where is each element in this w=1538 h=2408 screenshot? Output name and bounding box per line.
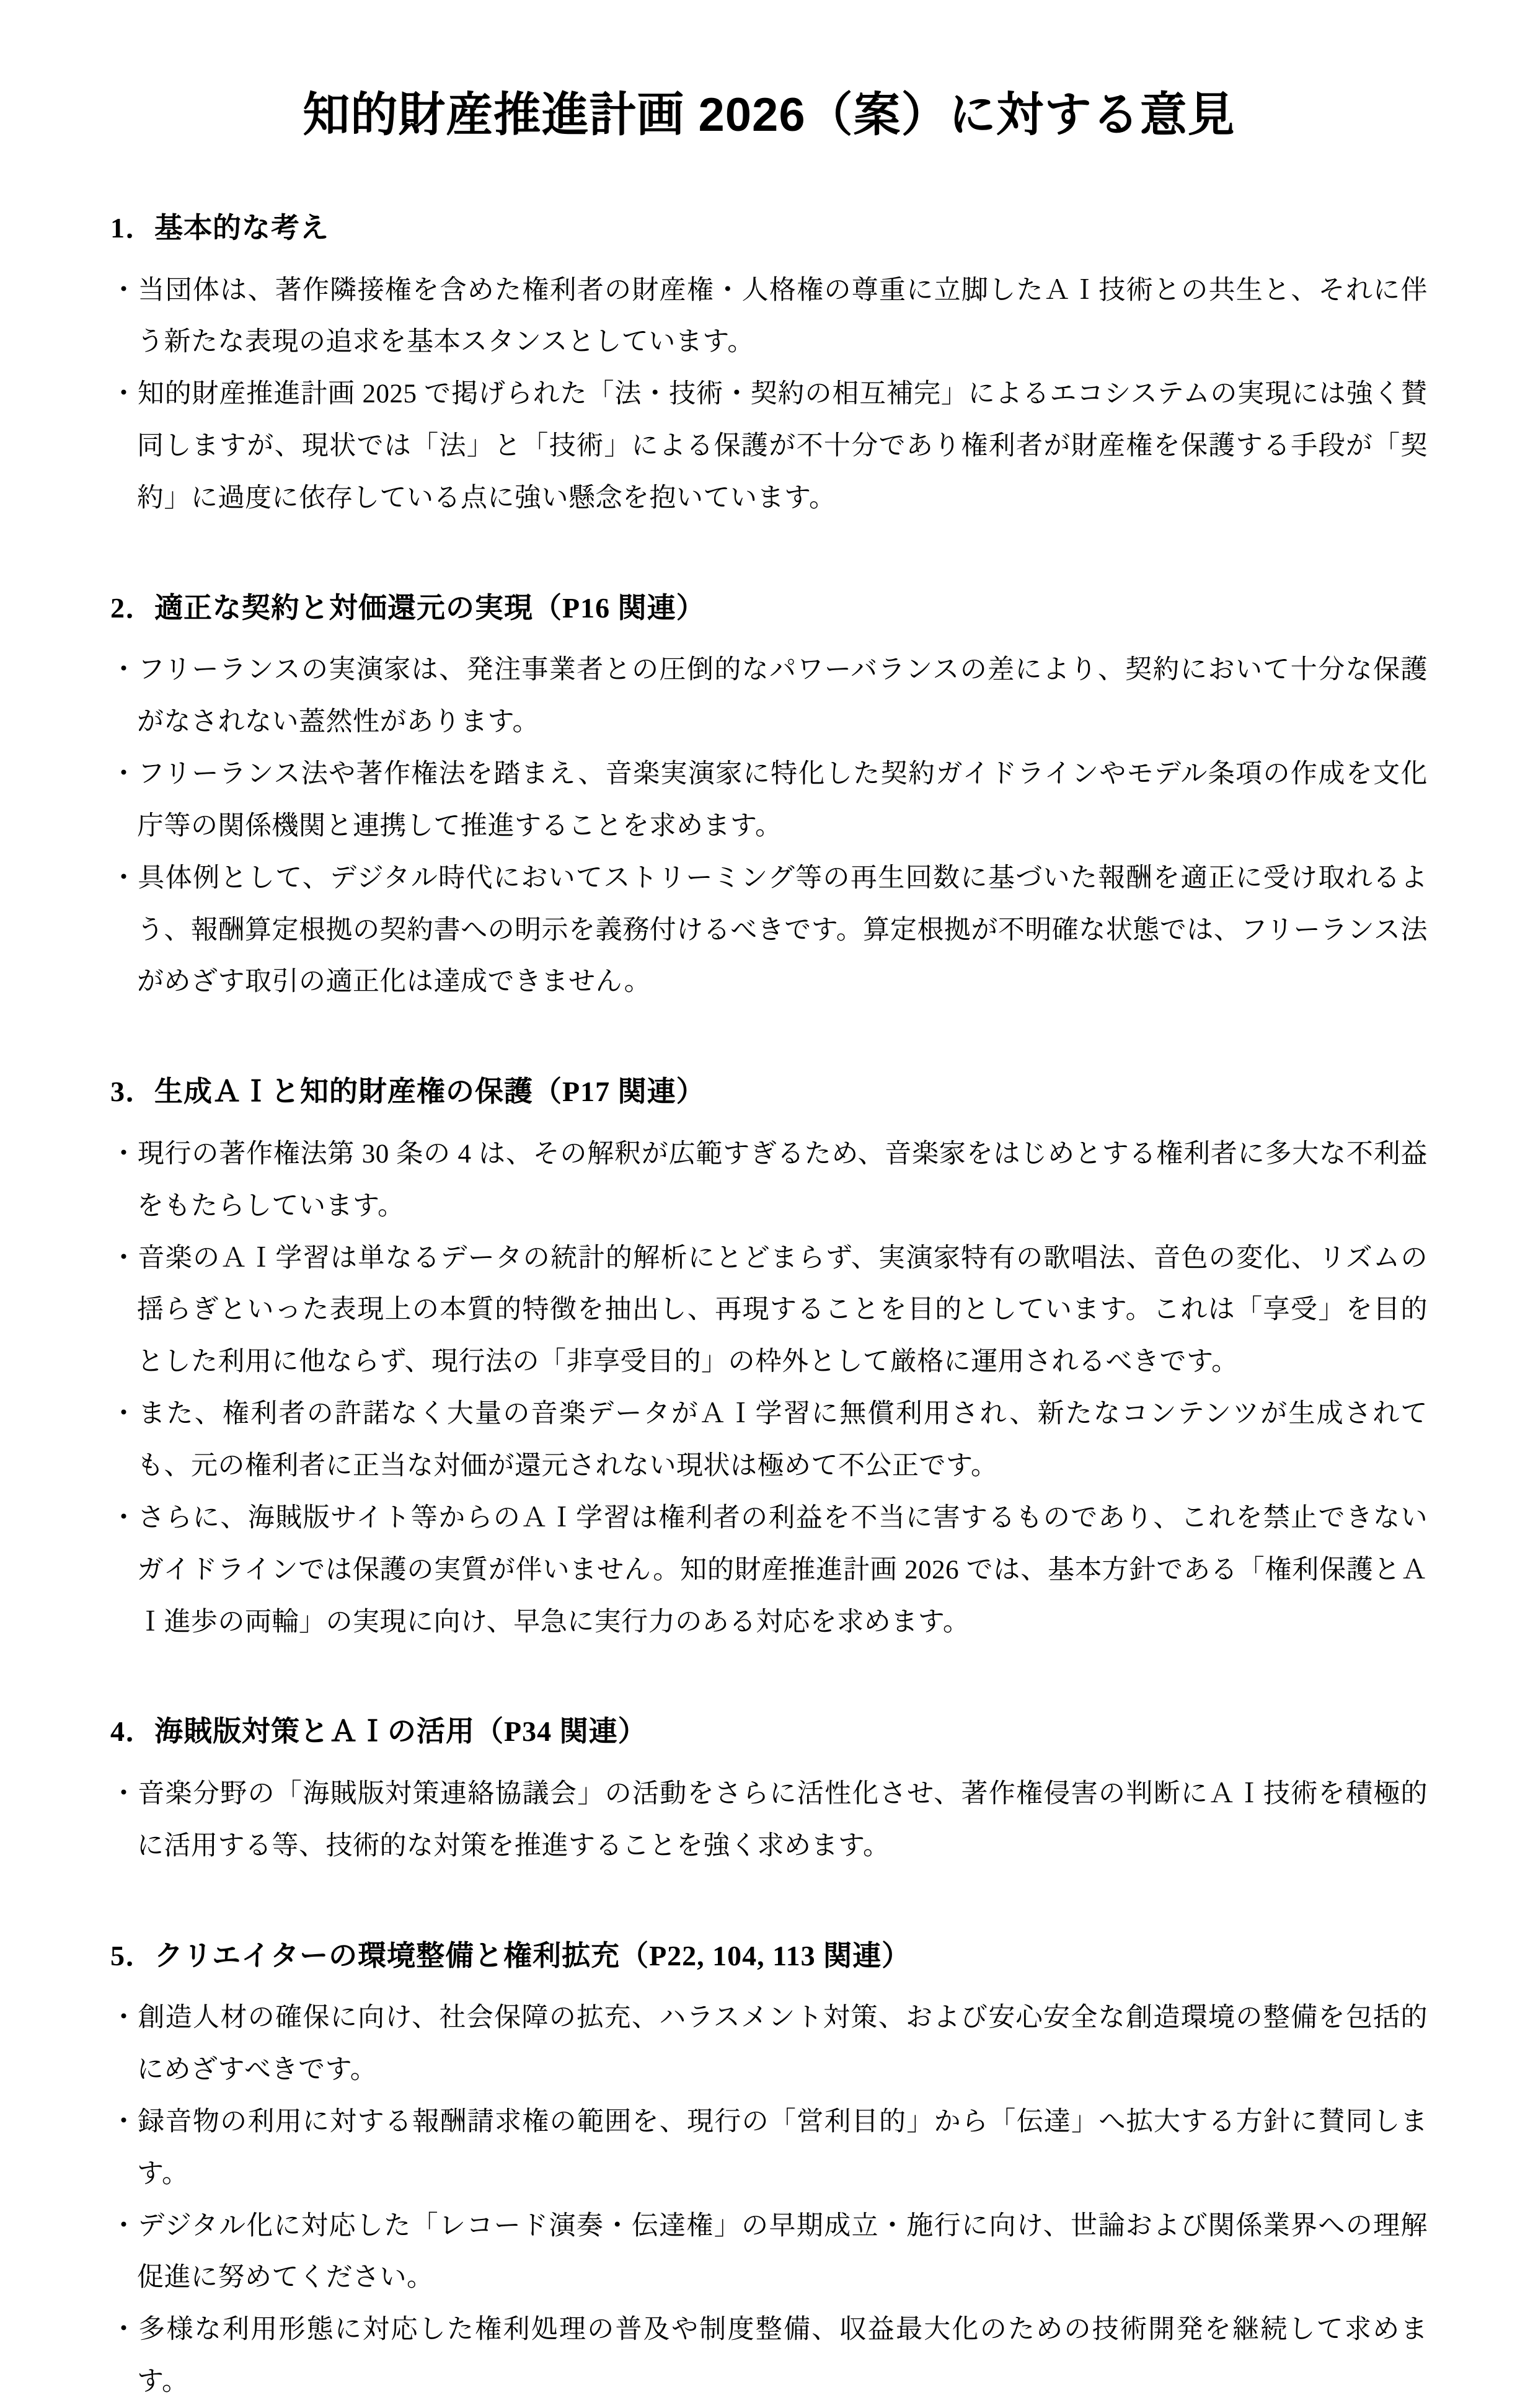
bullet-marker: ・	[110, 275, 138, 305]
bullet-item	[110, 368, 1428, 525]
bullet-marker: ・	[110, 2107, 138, 2136]
bullet-text: 音楽のＡＩ学習は単なるデータの統計的解析にとどまらず、実演家特有の歌唱法、音色の変化、リズムの揺らぎといった表現上の本質的特徴を抽出し、再現することを目的としています。これは「享受」を目的とした利用に他ならず、現行法の「非享受目的」の枠外として厳格に運用されるべきです。	[137, 1243, 1428, 1377]
bullet-marker: ・	[110, 2211, 138, 2241]
bullet-marker: ・	[110, 863, 138, 893]
section-piracy-ai	[110, 1709, 1428, 1872]
bullet-text: 知的財産推進計画 2025 で掲げられた「法・技術・契約の相互補完」によるエコシステムの実現には強く賛同しますが、現状では「法」と「技術」による保護が不十分であり権利者が財産権を保護する手段が「契約」に過度に依存している点に強い懸念を抱いています。	[137, 379, 1428, 513]
section-heading: 1．基本的な考え	[110, 212, 329, 244]
bullet-marker: ・	[110, 1503, 138, 1533]
bullet-marker: ・	[110, 1243, 138, 1273]
bullet-item	[110, 265, 1428, 369]
bullet-text: 当団体は、著作隣接権を含めた権利者の財産権・人格権の尊重に立脚したＡＩ技術との共生と、それに伴う新たな表現の追求を基本スタンスとしています。	[137, 275, 1428, 357]
section-fair-contracts	[110, 585, 1428, 1009]
bullet-marker: ・	[110, 2315, 139, 2345]
bullet-item	[110, 1388, 1428, 1492]
bullet-text: 多様な利用形態に対応した権利処理の普及や制度整備、収益最大化のための技術開発を継続して求めます。	[137, 2315, 1428, 2397]
bullet-text: フリーランス法や著作権法を踏まえ、音楽実演家に特化した契約ガイドラインやモデル条項の作成を文化庁等の関係機関と連携して推進することを求めます。	[137, 759, 1428, 841]
bullet-item	[110, 748, 1428, 852]
document-title: 知的財産推進計画 2026（案）に対する意見	[303, 89, 1235, 141]
section-creator-environment	[110, 1933, 1428, 2408]
bullet-item	[110, 644, 1428, 748]
bullet-item	[110, 1992, 1428, 2096]
section-generative-ai	[110, 1069, 1428, 1648]
bullet-marker: ・	[110, 655, 138, 685]
section-heading: 4．海賊版対策とＡＩの活用（P34 関連）	[110, 1715, 647, 1748]
bullet-item	[110, 2200, 1428, 2304]
bullet-marker: ・	[110, 1399, 139, 1429]
bullet-item	[110, 1492, 1428, 1649]
bullet-text: 現行の著作権法第 30 条の 4 は、その解釈が広範すぎるため、音楽家をはじめとする権利者に多大な不利益をもたらしています。	[137, 1139, 1428, 1221]
bullet-item	[110, 2304, 1428, 2408]
bullet-marker: ・	[110, 759, 138, 789]
bullet-item	[110, 1768, 1428, 1872]
bullet-marker: ・	[110, 1139, 138, 1169]
section-heading: 2．適正な契約と対価還元の実現（P16 関連）	[110, 591, 705, 624]
bullet-item	[110, 852, 1428, 1009]
bullet-marker: ・	[110, 2003, 138, 2033]
bullet-text: また、権利者の許諾なく大量の音楽データがＡＩ学習に無償利用され、新たなコンテンツが生成されても、元の権利者に正当な対価が還元されない現状は極めて不公正です。	[137, 1399, 1428, 1481]
bullet-text: 録音物の利用に対する報酬請求権の範囲を、現行の「営利目的」から「伝達」へ拡大する方針に賛同します。	[137, 2107, 1428, 2189]
bullet-marker: ・	[110, 1779, 138, 1808]
bullet-item	[110, 1233, 1428, 1389]
section-heading: 5．クリエイターの環境整備と権利拡充（P22, 104, 113 関連）	[110, 1939, 911, 1972]
bullet-text: 創造人材の確保に向け、社会保障の拡充、ハラスメント対策、および安心安全な創造環境の整備を包括的にめざすべきです。	[137, 2003, 1428, 2085]
bullet-text: 音楽分野の「海賊版対策連絡協議会」の活動をさらに活性化させ、著作権侵害の判断にＡＩ技術を積極的に活用する等、技術的な対策を推進することを強く求めます。	[137, 1779, 1428, 1861]
bullet-item	[110, 1128, 1428, 1233]
bullet-text: さらに、海賊版サイト等からのＡＩ学習は権利者の利益を不当に害するものであり、これを禁止できないガイドラインでは保護の実質が伴いません。知的財産推進計画 2026 では、基本方針である「権利保護とＡＩ進歩の両輪」の実現に向け、早急に実行力のある対応を求めます。	[137, 1503, 1428, 1637]
bullet-text: デジタル化に対応した「レコード演奏・伝達権」の早期成立・施行に向け、世論および関係業界への理解促進に努めてください。	[137, 2211, 1428, 2293]
section-basic-policy	[110, 205, 1428, 525]
bullet-text: 具体例として、デジタル時代においてストリーミング等の再生回数に基づいた報酬を適正に受け取れるよう、報酬算定根拠の契約書への明示を義務付けるべきです。算定根拠が不明確な状態では、フリーランス法がめざす取引の適正化は達成できません。	[137, 863, 1428, 997]
bullet-marker: ・	[110, 379, 138, 409]
bullet-text: フリーランスの実演家は、発注事業者との圧倒的なパワーバランスの差により、契約において十分な保護がなされない蓋然性があります。	[137, 655, 1428, 737]
section-heading: 3．生成ＡＩと知的財産権の保護（P17 関連）	[110, 1076, 705, 1108]
bullet-item	[110, 2096, 1428, 2200]
